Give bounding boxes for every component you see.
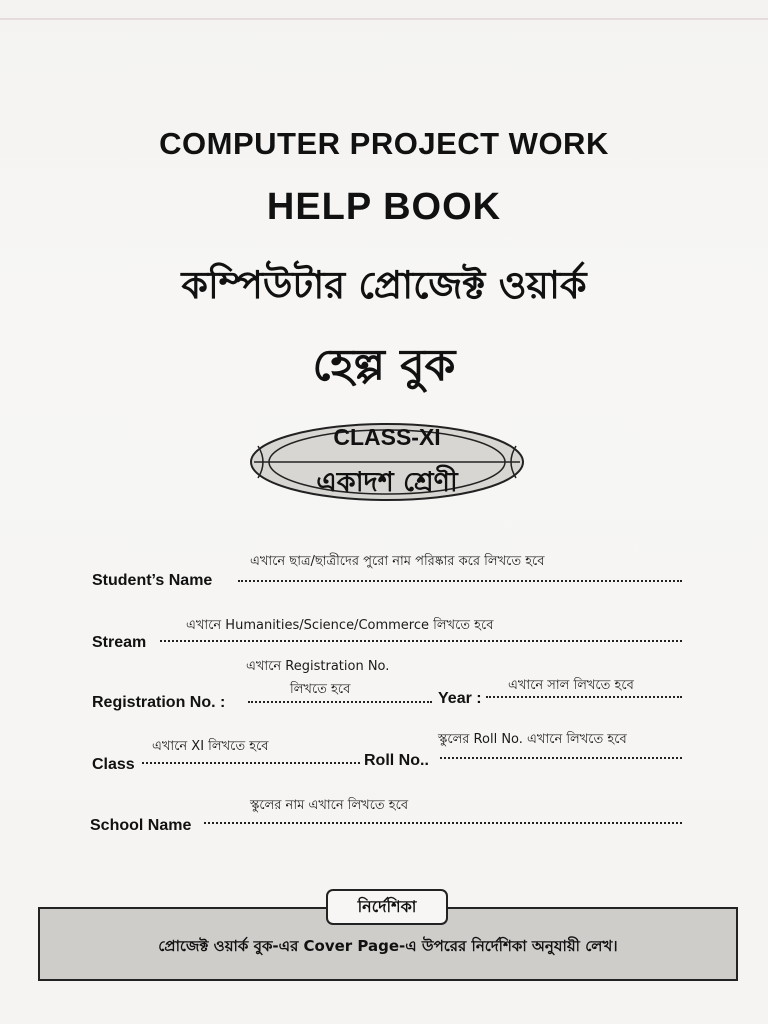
year-field[interactable] — [486, 692, 682, 698]
stream-label: Stream — [92, 634, 147, 651]
year-hint: এখানে সাল লিখতে হবে — [508, 678, 634, 693]
class-label: Class — [92, 756, 135, 773]
class-label-english: CLASS-XI — [333, 424, 441, 450]
stream-field[interactable] — [160, 636, 682, 642]
year-label: Year : — [438, 690, 482, 707]
page-top-edge — [0, 18, 768, 20]
subtitle-bengali: হেল্প বুক — [312, 340, 456, 391]
title-bengali: কম্পিউটার প্রোজেক্ট ওয়ার্ক — [181, 263, 587, 307]
student-name-hint: এখানে ছাত্র/ছাত্রীদের পুরো নাম পরিষ্কার করে লিখতে হবে — [250, 554, 545, 569]
registration-label: Registration No. : — [92, 694, 226, 711]
class-hint: এখানে XI লিখতে হবে — [152, 739, 269, 754]
roll-hint: স্কুলের Roll No. এখানে লিখতে হবে — [438, 732, 627, 747]
student-name-label: Student’s Name — [92, 572, 213, 589]
notice-text: প্রোজেক্ট ওয়ার্ক বুক-এর Cover Page-এ উপরের নির্দেশিকা অনুযায়ী লেখ। — [158, 937, 618, 955]
roll-label: Roll No.. — [364, 752, 429, 769]
registration-hint-line1: এখানে Registration No. — [246, 659, 390, 674]
class-label-bengali: একাদশ শ্রেণী — [316, 467, 458, 498]
notice-tag: নির্দেশিকা — [326, 889, 448, 925]
registration-field[interactable] — [248, 697, 432, 703]
subtitle-english: HELP BOOK — [266, 186, 502, 228]
class-field[interactable] — [142, 758, 360, 764]
school-name-label: School Name — [90, 817, 192, 834]
roll-field[interactable] — [440, 753, 682, 759]
registration-hint-line2: লিখতে হবে — [290, 682, 351, 697]
class-badge — [248, 420, 526, 504]
school-name-hint: স্কুলের নাম এখানে লিখতে হবে — [250, 798, 409, 813]
student-name-field[interactable] — [238, 576, 682, 582]
school-name-field[interactable] — [204, 818, 682, 824]
stream-hint: এখানে Humanities/Science/Commerce লিখতে হবে — [186, 618, 494, 633]
title-english: COMPUTER PROJECT WORK — [159, 126, 609, 161]
